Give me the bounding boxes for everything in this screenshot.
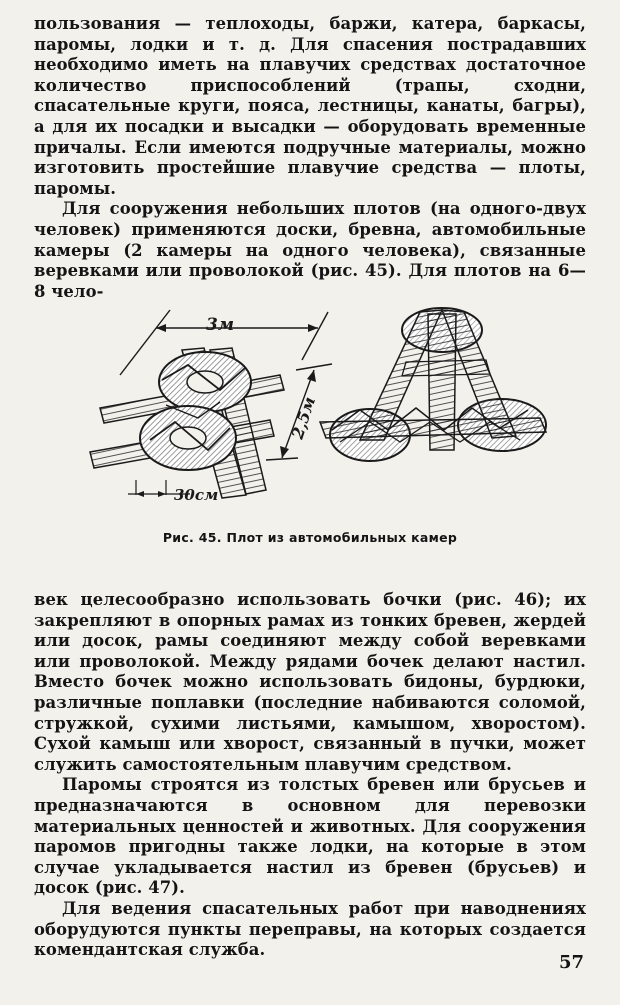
figure-caption: Рис. 45. Плот из автомобильных камер bbox=[162, 530, 458, 545]
paragraph: пользования — теплоходы, баржи, катера, баркасы, паромы, лодки и т. д. Для спасения пострадавших необходимо иметь на плавучих средствах достаточное количество приспособлений (трапы, сходни, спасательные круги, пояса, лестницы, канаты, багры), а для их посадки и высадки — оборудовать временные причалы. Если имеются подручные материалы, можно изготовить простейшие плавучие средства — плоты, паромы. bbox=[34, 14, 586, 198]
raft-drawing bbox=[70, 290, 560, 525]
raft-perspective-view bbox=[320, 308, 546, 461]
dimension-width-label: 3м bbox=[206, 315, 234, 335]
paragraph: Паромы строятся из толстых бревен или брусьев и предназначаются в основном для перевозки материальных ценностей и животных. Для сооружения паромов пригодны также лодки, на которые в этом случае укладывается настил из бревен (брусьев) и досок (рис. 47). bbox=[34, 775, 586, 898]
dimension-length-label: 2,5м bbox=[287, 394, 320, 442]
text-block-top bbox=[34, 14, 586, 302]
dimension-board-label: 30см bbox=[174, 486, 219, 504]
paragraph: Для сооружения небольших плотов (на одного-двух человек) применяются доски, бревна, автомобильные камеры (2 камеры на одного человека), связанные веревками или проволокой (рис. 45). Для плотов на 6—8 чело- bbox=[34, 199, 586, 301]
paragraph: век целесообразно использовать бочки (рис. 46); их закрепляют в опорных рамах из тонких бревен, жердей или досок, рамы соединяют между собой веревками или проволокой. Между рядами бочек делают настил. Вместо бочек можно использовать бидоны, бурдюки, различные поплавки (последние набиваются соломой, стружкой, сухими листьями, камышом, хворостом). Сухой камыш или хворост, связанный в пучки, может служить самостоятельным плавучим средством. bbox=[34, 590, 586, 774]
raft-plan-view bbox=[90, 310, 332, 504]
text-block-bottom bbox=[34, 590, 586, 961]
paragraph: Для ведения спасательных работ при наводнениях оборудуются пункты переправы, на которых создается комендантская служба. bbox=[34, 898, 586, 960]
page-number: 57 bbox=[558, 952, 584, 973]
figure-raft-illustration bbox=[70, 290, 560, 525]
